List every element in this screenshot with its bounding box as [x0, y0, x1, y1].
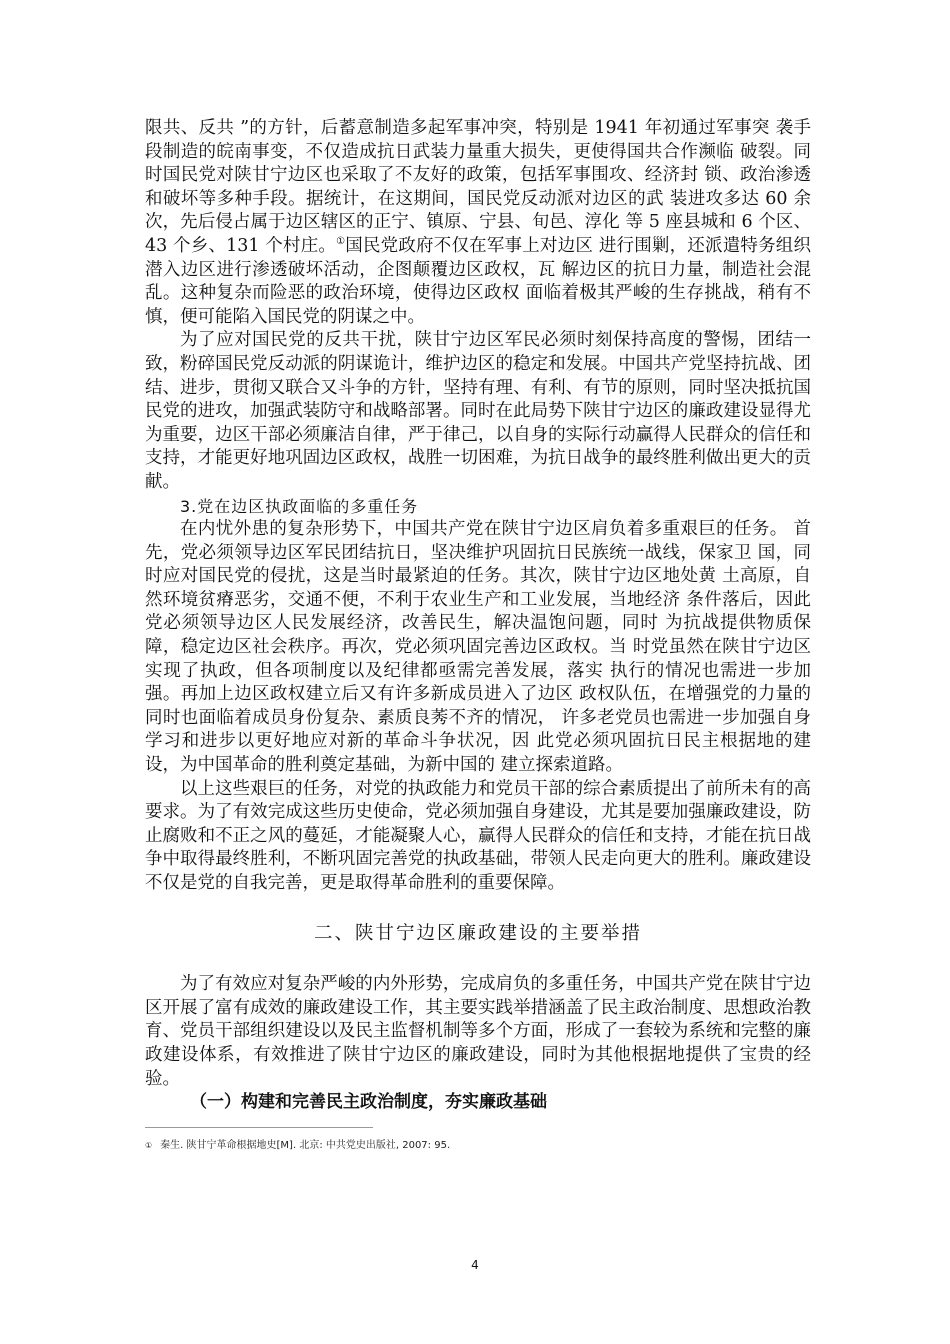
footnote-divider	[145, 1127, 373, 1128]
subheading-3: 3.党在边区执政面临的多重任务	[180, 496, 419, 516]
footnote-text: 秦生. 陕甘宁革命根据地史[M]. 北京: 中共党史出版社, 2007: 95.	[160, 1140, 451, 1151]
paragraph-1	[145, 117, 811, 329]
paragraph-1-text: 限共、反共 ”的方针，后蓄意制造多起军事冲突，特别是 1941 年初通过军事突 袭手段制造的皖南事变，不仅造成抗日武装力量重大损失，更使得国共合作濒临 破裂。同时国民党对陕甘宁边区也采取了不友好的政策，包括军事围攻、经济封 锁、政治渗透和破坏等多种手段。据统计，在这期间，国民党反动派对边区的武 装进攻多达 60 余次，先后侵占属于边区辖区的正宁、镇原、宁县、旬邑、淳化 等 5 座县城和 6 个区、43 个乡、131 个村庄。	[145, 118, 811, 256]
subheading-bold: （一）构建和完善民主政治制度，夯实廉政基础	[190, 1092, 547, 1113]
footnote	[145, 1136, 811, 1151]
page-number: 4	[471, 1258, 479, 1272]
footnote-reference: ①	[336, 236, 346, 248]
body-text	[145, 117, 811, 1115]
paragraph-3: 在内忧外患的复杂形势下，中国共产党在陕甘宁边区肩负着多重艰巨的任务。 首先，党必须领导边区军民团结抗日，坚决维护巩固抗日民族统一战线，保家卫 国，同时应对国民党的侵扰，这是当时最紧迫的任务。其次，陕甘宁边区地处黄 土高原，自然环境贫瘠恶劣，交通不便，不利于农业生产和工业发展，当地经济 条件落后，因此党必须领导边区人民发展经济，改善民生，解决温饱问题，同时 为抗战提供物质保障，稳定边区社会秩序。再次，党必须巩固完善边区政权。当 时党虽然在陕甘宁边区实现了执政，但各项制度以及纪律都亟需完善发展，落实 执行的情况也需进一步加强。再加上边区政权建立后又有许多新成员进入了边区 政权队伍，在增强党的力量的同时也面临着成员身份复杂、素质良莠不齐的情况， 许多老党员也需进一步加强自身学习和进步以更好地应对新的革命斗争状况，因 此党必须巩固抗日民主根据地的建设，为中国革命的胜利奠定基础，为新中国的 建立探索道路。	[145, 519, 811, 776]
footnote-marker: ①	[145, 1141, 153, 1150]
paragraph-2: 为了应对国民党的反共干扰，陕甘宁边区军民必须时刻保持高度的警惕，团结一致，粉碎国民党反动派的阴谋诡计，维护边区的稳定和发展。中国共产党坚持抗战、团结、进步，贯彻又联合又斗争的方针，坚持有理、有利、有节的原则，同时坚决抵抗国民党的进攻，加强武装防守和战略部署。同时在此局势下陕甘宁边区的廉政建设显得尤为重要，边区干部必须廉洁自律，严于律己，以自身的实际行动赢得人民群众的信任和支持，才能更好地巩固边区政权，战胜一切困难，为抗日战争的最终胜利做出更大的贡献。	[145, 330, 811, 492]
section-title: 二、陕甘宁边区廉政建设的主要举措	[313, 922, 642, 944]
paragraph-4: 以上这些艰巨的任务，对党的执政能力和党员干部的综合素质提出了前所未有的高要求。为了有效完成这些历史使命，党必须加强自身建设，尤其是要加强廉政建设，防止腐败和不正之风的蔓延，才能凝聚人心，赢得人民群众的信任和支持，才能在抗日战争中取得最终胜利，不断巩固完善党的执政基础，带领人民走向更大的胜利。廉政建设不仅是党的自我完善，更是取得革命胜利的重要保障。	[145, 778, 811, 893]
paragraph-1-continuation: 国民党政府不仅在军事上对边区 进行围剿，还派遣特务组织潜入边区进行渗透破坏活动，企图颠覆边区政权，瓦 解边区的抗日力量，制造社会混乱。这种复杂而险恶的政治环境，使得边区政权 面临着极其严峻的生存挑战，稍有不慎，便可能陷入国民党的阴谋之中。	[145, 235, 812, 327]
paragraph-5: 为了有效应对复杂严峻的内外形势，完成肩负的多重任务，中国共产党在陕甘宁边区开展了富有成效的廉政建设工作，其主要实践举措涵盖了民主政治制度、思想政治教育、党员干部组织建设以及民主监督机制等多个方面，形成了一套较为系统和完整的廉政建设体系，有效推进了陕甘宁边区的廉政建设，同时为其他根据地提供了宝贵的经验。	[145, 974, 811, 1089]
